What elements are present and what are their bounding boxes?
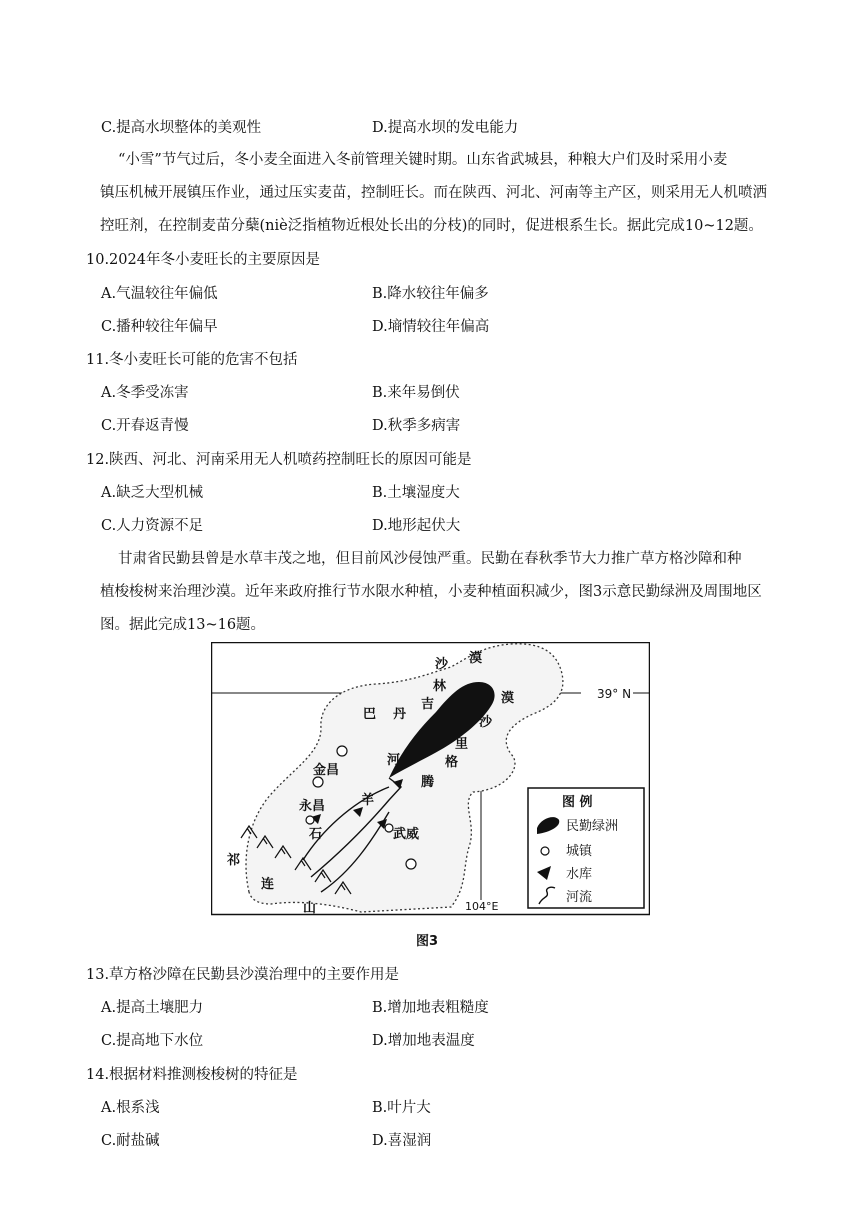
q11-option-d: D.秋季多病害 [372,418,461,434]
label-wuwei: 武威 [393,827,420,842]
label-lian: 连 [261,877,275,892]
passage-line: 甘肃省民勤县曾是水草丰茂之地，但目前风沙侵蚀严重。民勤在春秋季节大力推广草方格沙障和种 [118,551,742,567]
question-10-stem: 10.2024年冬小麦旺长的主要原因是 [86,252,320,268]
q14-option-b: B.叶片大 [372,1100,431,1116]
passage-line: 镇压机械开展镇压作业，通过压实麦苗，控制旺长。而在陕西、河北、河南等主产区，则采用无人机喷洒 [100,185,767,201]
map-legend [528,788,644,908]
legend-oasis: 民勤绿洲 [566,819,619,834]
q14-option-d: D.喜湿润 [372,1133,432,1149]
label-mo: 漠 [469,651,483,666]
passage-line: 植梭梭树来治理沙漠。近年来政府推行节水限水种植，小麦种植面积减少，图3示意民勤绿洲及周围地区 [100,584,762,600]
option-d: D.提高水坝的发电能力 [372,120,519,136]
label-ba: 巴 [363,707,377,722]
label-jinchang: 金昌 [313,763,340,778]
q11-option-a: A.冬季受冻害 [101,385,189,401]
passage-wheat [100,144,790,243]
minqin-oasis-map [211,642,650,916]
label-qi: 祁 [227,853,241,868]
label-mo-2: 漠 [501,691,515,706]
passage-line: 图。据此完成13~16题。 [100,617,266,633]
question-14-stem: 14.根据材料推测梭梭树的特征是 [86,1067,298,1083]
question-11-stem: 11.冬小麦旺长可能的危害不包括 [86,352,298,368]
q10-option-d: D.墒情较往年偏高 [372,319,490,335]
label-sha-2: 沙 [479,715,493,730]
legend-reservoir: 水库 [566,867,593,882]
figure-caption: 图3 [416,934,439,949]
q13-option-c: C.提高地下水位 [101,1033,204,1049]
question-13-stem: 13.草方格沙障在民勤县沙漠治理中的主要作用是 [86,967,400,983]
q12-option-a: A.缺乏大型机械 [101,485,204,501]
longitude-label: 104°E [465,900,499,913]
label-yang: 羊 [361,793,375,808]
latitude-label: 39° N [597,687,632,701]
q13-option-a: A.提高土壤肥力 [101,1000,204,1016]
q10-option-c: C.播种较往年偏早 [101,319,218,335]
label-yongchang: 永昌 [299,799,326,814]
label-sha: 沙 [435,657,449,672]
label-teng: 腾 [421,775,435,790]
label-li: 里 [455,737,469,752]
legend-river: 河流 [566,890,593,905]
q14-option-a: A.根系浅 [101,1100,160,1116]
option-c: C.提高水坝整体的美观性 [101,120,262,136]
q14-option-c: C.耐盐碱 [101,1133,160,1149]
label-ge: 格 [445,755,459,770]
q12-option-d: D.地形起伏大 [372,518,461,534]
legend-town-icon [541,847,549,855]
q11-option-c: C.开春返青慢 [101,418,189,434]
q13-option-b: B.增加地表粗糙度 [372,1000,489,1016]
legend-title: 图 例 [562,795,593,810]
q10-option-b: B.降水较往年偏多 [372,286,489,302]
q13-option-d: D.增加地表温度 [372,1033,475,1049]
legend-town: 城镇 [566,844,593,859]
q10-option-a: A.气温较往年偏低 [101,286,218,302]
passage-minqin [100,543,790,642]
q12-option-c: C.人力资源不足 [101,518,204,534]
label-shan: 山 [303,901,317,916]
label-ji: 吉 [421,697,435,712]
q11-option-b: B.来年易倒伏 [372,385,460,401]
passage-line: “小雪”节气过后，冬小麦全面进入冬前管理关键时期。山东省武城县，种粮大户们及时采用小麦 [118,152,728,168]
q12-option-b: B.土壤湿度大 [372,485,460,501]
question-12-stem: 12.陕西、河北、河南采用无人机喷药控制旺长的原因可能是 [86,452,472,468]
label-dan: 丹 [393,707,407,722]
label-lin: 林 [433,679,447,694]
passage-line: 控旺剂，在控制麦苗分蘖(niè泛指植物近根处长出的分枝)的同时，促进根系生长。据此完成10~12题。 [100,218,763,234]
label-shi: 石 [309,827,323,842]
label-he: 河 [387,753,401,768]
